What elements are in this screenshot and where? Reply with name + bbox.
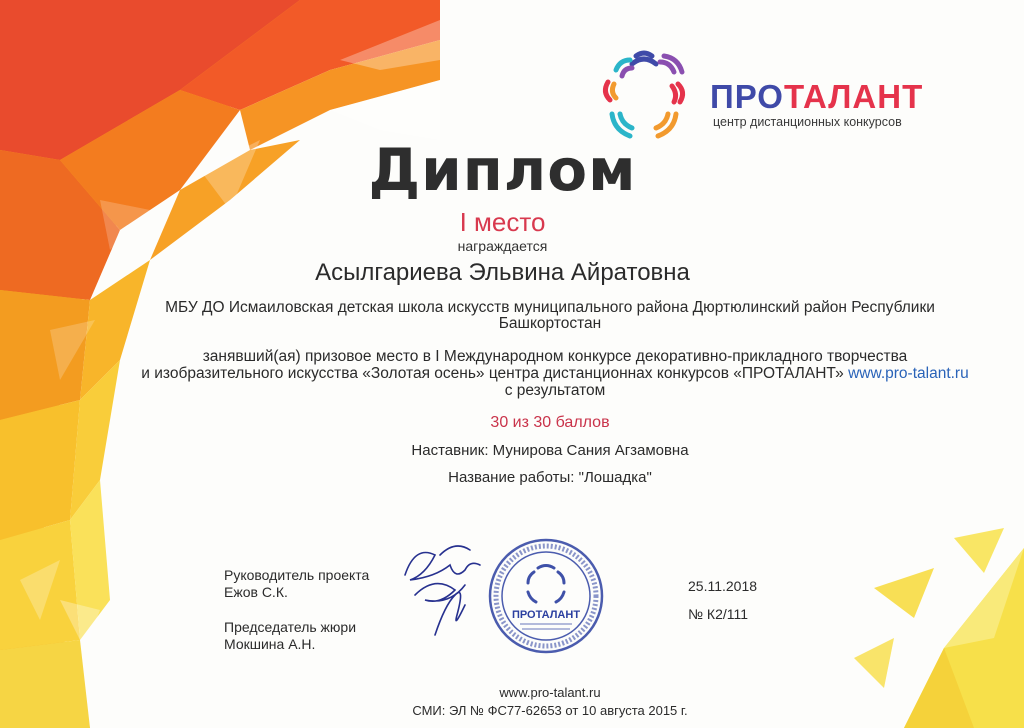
contest-website-link[interactable]: www.pro-talant.ru [848, 365, 969, 382]
jury-chair-title: Председатель жюри [224, 619, 357, 635]
school-line-1: МБУ ДО Исмаиловская детская школа искусств муниципального района Дюртюлинский район Республики [165, 299, 935, 316]
work-title-line: Название работы: "Лошадка" [448, 469, 652, 486]
issue-date: 25.11.2018 [688, 578, 758, 594]
desc-line-3: с результатом [504, 382, 606, 399]
project-head-signature-block [224, 567, 369, 601]
desc-line-2 [0, 365, 1024, 382]
project-head-title: Руководитель проекта [224, 567, 370, 583]
recipient-name: Асылгариева Эльвина Айратовна [315, 259, 690, 286]
footer-website-link[interactable]: www.pro-talant.ru [499, 685, 601, 700]
place-label: I место [459, 207, 546, 237]
jury-chair-name: Мокшина А.Н. [224, 636, 316, 652]
score-result: 30 из 30 баллов [490, 414, 610, 431]
school-name [0, 300, 1024, 332]
project-head-name: Ежов С.К. [224, 584, 288, 600]
mentor-line: Наставник: Мунирова Сания Агзамовна [411, 442, 689, 459]
stamp-label: ПРОТАЛАНТ [511, 609, 581, 621]
footer-media-registration: СМИ: ЭЛ № ФС77-62653 от 10 августа 2015 г. [412, 703, 688, 718]
awarded-label: награждается [457, 238, 548, 254]
protalant-logo-mark-icon [596, 48, 692, 140]
protalant-logo [596, 48, 936, 143]
desc-line-1: занявший(ая) призовое место в I Международном конкурсе декоративно-прикладного творчества [202, 348, 908, 365]
logo-subtitle: центр дистанционных конкурсов [713, 115, 902, 129]
school-line-2: Башкортостан [498, 315, 602, 332]
logo-wordmark-part2: ТАЛАНТ [783, 78, 924, 115]
logo-wordmark-part1: ПРО [710, 78, 784, 115]
diploma-title: Диплом [368, 136, 637, 204]
diploma-number: № К2/111 [688, 606, 749, 622]
jury-chair-signature-block [224, 619, 356, 653]
logo-wordmark [710, 78, 923, 116]
contest-description [0, 348, 1024, 399]
desc-line-2-text: и изобразительного искусства «Золотая осень» центра дистанционнах конкурсов «ПРОТАЛАНТ» [141, 365, 844, 382]
official-stamp-icon [486, 536, 606, 656]
